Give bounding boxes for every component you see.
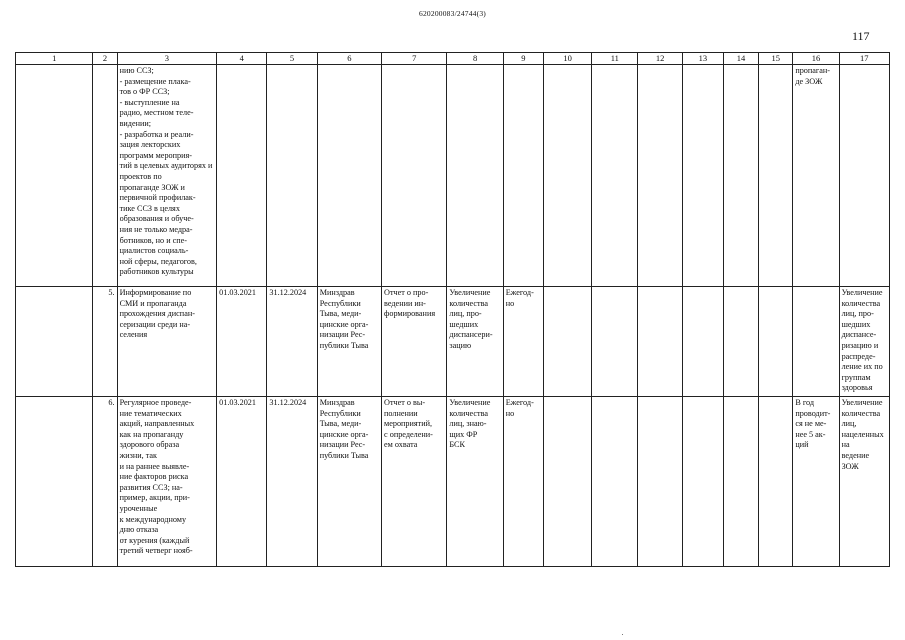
cell-col15 xyxy=(759,65,793,287)
column-header: 17 xyxy=(839,53,889,65)
column-header: 4 xyxy=(217,53,267,65)
cell-col14 xyxy=(723,287,758,397)
cell-measure: Информирование по СМИ и пропаганда прохождения диспан- серизации среди на- селения xyxy=(117,287,217,397)
cell-frequency xyxy=(503,65,543,287)
cell-col10 xyxy=(543,65,591,287)
cell-frequency: Ежегод- но xyxy=(503,397,543,567)
cell-col12 xyxy=(638,287,682,397)
column-header: 6 xyxy=(317,53,381,65)
cell-effect xyxy=(839,65,889,287)
cell-col15 xyxy=(759,287,793,397)
column-number-row xyxy=(16,53,890,65)
scan-speck xyxy=(622,634,623,635)
column-header: 16 xyxy=(793,53,839,65)
column-header: 11 xyxy=(592,53,638,65)
cell-effect: Увеличение количества лиц, нацеленных на ведение ЗОЖ xyxy=(839,397,889,567)
cell-col1 xyxy=(16,397,93,567)
cell-frequency: Ежегод- но xyxy=(503,287,543,397)
cell-col1 xyxy=(16,65,93,287)
cell-expected-result: Увеличение количества лиц, про- шедших диспансери- зацию xyxy=(447,287,503,397)
cell-col13 xyxy=(682,65,723,287)
cell-col13 xyxy=(682,397,723,567)
cell-start-date: 01.03.2021 xyxy=(217,287,267,397)
cell-col11 xyxy=(592,65,638,287)
cell-number: 6. xyxy=(93,397,117,567)
column-header: 8 xyxy=(447,53,503,65)
cell-measure: Регулярное проведе- ние тематических акций, направленных как на пропаганду здорового образа жизни, так и на раннее выявле- ние факторов риска развития ССЗ; на- пример, акции, при- уроченные к международному дню отказа от курения (каждый третий четверг нояб- xyxy=(117,397,217,567)
column-header: 12 xyxy=(638,53,682,65)
cell-result-document xyxy=(382,65,447,287)
table-row xyxy=(16,287,890,397)
cell-col14 xyxy=(723,397,758,567)
cell-number: 5. xyxy=(93,287,117,397)
cell-responsible xyxy=(317,65,381,287)
column-header: 15 xyxy=(759,53,793,65)
cell-start-date: 01.03.2021 xyxy=(217,397,267,567)
cell-effect: Увеличение количества лиц, про- шедших диспансе- ризацию и распреде- ление их по группам здоровья xyxy=(839,287,889,397)
cell-measure: нию ССЗ; - размещение плака- тов о ФР ССЗ; - выступление на радио, местном теле- видении; - разработка и реали- зация лекторских программ мероприя- тий в целевых аудиторях и проектов по пропаганде ЗОЖ и первичной профилак- тике ССЗ в целях образования и обуче- ния не только медра- ботников, но и спе- циалистов социаль- ной сферы, педагогов, работников культуры xyxy=(117,65,217,287)
cell-col10 xyxy=(543,397,591,567)
cell-end-date xyxy=(267,65,317,287)
cell-col11 xyxy=(592,397,638,567)
table-row xyxy=(16,65,890,287)
cell-col14 xyxy=(723,65,758,287)
cell-expected-result: Увеличение количества лиц, знаю- щих ФР БСК xyxy=(447,397,503,567)
cell-indicator xyxy=(793,287,839,397)
column-header: 1 xyxy=(16,53,93,65)
column-header: 14 xyxy=(723,53,758,65)
cell-indicator: пропаган- де ЗОЖ xyxy=(793,65,839,287)
cell-col12 xyxy=(638,397,682,567)
cell-responsible: Минздрав Республики Тыва, меди- цинские орга- низации Рес- публики Тыва xyxy=(317,287,381,397)
document-id: 620200083/24744(3) xyxy=(419,9,486,18)
cell-col13 xyxy=(682,287,723,397)
column-header: 9 xyxy=(503,53,543,65)
measures-table xyxy=(15,52,890,567)
cell-indicator: В год проводит- ся не ме- нее 5 ак- ций xyxy=(793,397,839,567)
column-header: 10 xyxy=(543,53,591,65)
cell-end-date: 31.12.2024 xyxy=(267,397,317,567)
cell-number xyxy=(93,65,117,287)
cell-result-document: Отчет о про- ведении ин- формирования xyxy=(382,287,447,397)
cell-end-date: 31.12.2024 xyxy=(267,287,317,397)
table-row xyxy=(16,397,890,567)
column-header: 2 xyxy=(93,53,117,65)
cell-expected-result xyxy=(447,65,503,287)
cell-col11 xyxy=(592,287,638,397)
cell-col1 xyxy=(16,287,93,397)
cell-responsible: Минздрав Республики Тыва, меди- цинские орга- низации Рес- публики Тыва xyxy=(317,397,381,567)
column-header: 3 xyxy=(117,53,217,65)
cell-col15 xyxy=(759,397,793,567)
cell-col12 xyxy=(638,65,682,287)
page-number: 117 xyxy=(852,29,870,43)
cell-result-document: Отчет о вы- полнении мероприятий, с определени- ем охвата xyxy=(382,397,447,567)
column-header: 13 xyxy=(682,53,723,65)
column-header: 7 xyxy=(382,53,447,65)
column-header: 5 xyxy=(267,53,317,65)
cell-start-date xyxy=(217,65,267,287)
cell-col10 xyxy=(543,287,591,397)
